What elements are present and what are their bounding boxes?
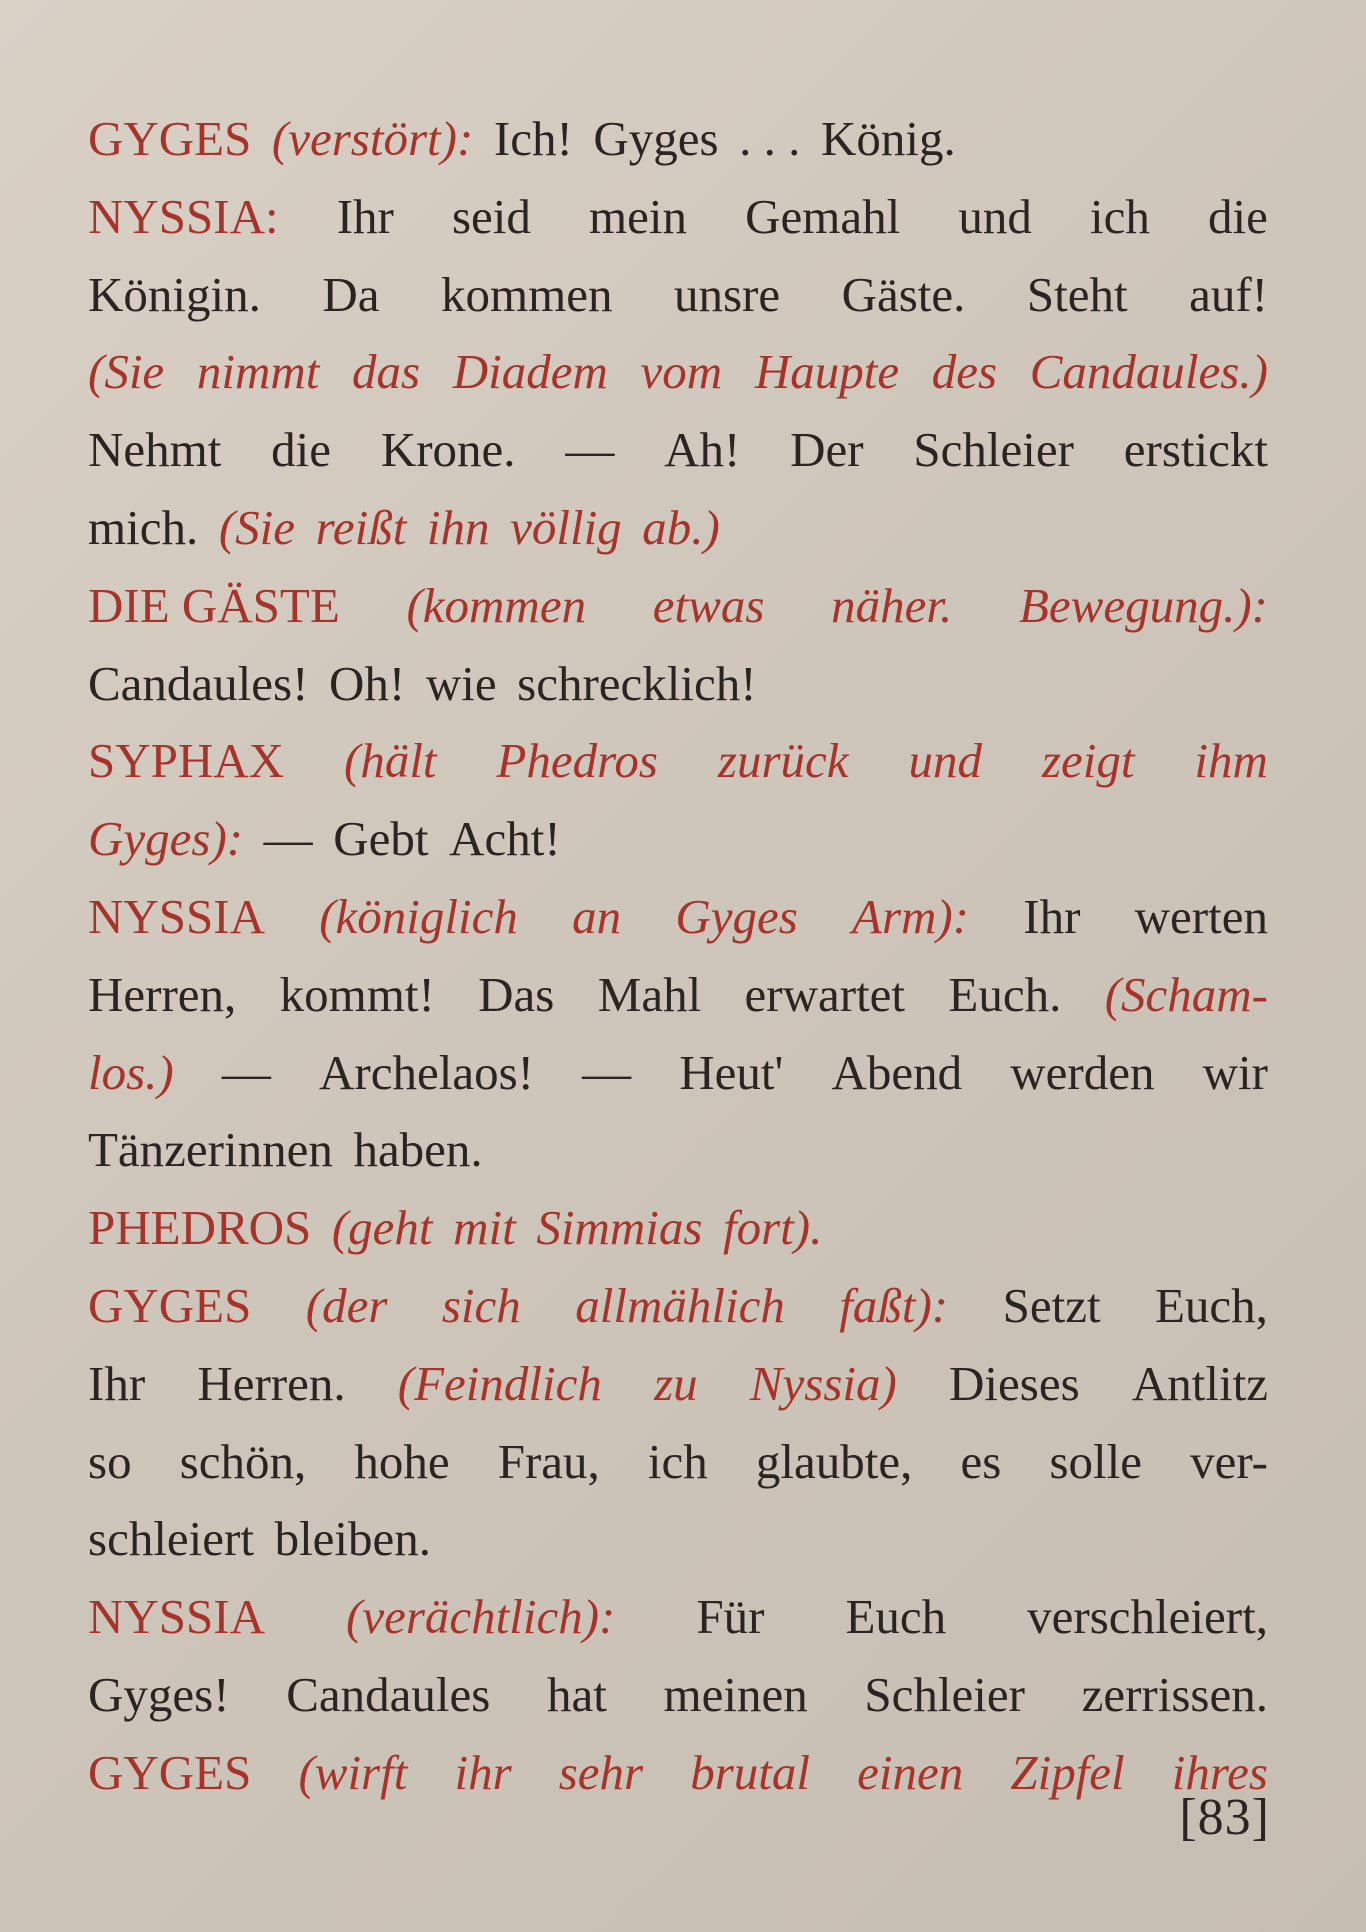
dialogue-word: werten [1134,888,1268,944]
stage-text: SYPHAX [88,733,285,789]
dialogue-word: so [88,1433,132,1489]
stage-text: Gyges [675,888,798,944]
stage-text: ihr [454,1744,512,1800]
dialogue-word: Euch. [948,966,1062,1022]
dialogue-word: Gemahl [745,188,901,244]
stage-text: (der [305,1277,388,1333]
dialogue-word: Der [790,422,864,478]
dialogue-word: hohe [354,1433,450,1489]
text-line [88,956,1268,1034]
stage-text: näher. [831,577,953,633]
dialogue-word: seid [451,188,531,244]
dialogue-word: Antlitz [1131,1355,1268,1411]
dialogue-word: Schleier [864,1666,1025,1722]
stage-text: Gyges): [88,811,244,867]
stage-text: (verächtlich): [346,1589,616,1645]
stage-text: vom [640,344,723,400]
stage-text: und [908,733,982,789]
dialogue-word: unsre [673,266,781,322]
dialogue-word: meinen [663,1666,808,1722]
stage-text: NYSSIA [88,1589,265,1645]
dialogue-word: . . . [739,111,801,166]
stage-text: das [352,344,421,400]
text-line [88,1111,1268,1189]
dialogue-word: Euch, [1155,1277,1268,1333]
dialogue-word: Königin. [88,266,261,322]
stage-text: NYSSIA [88,888,265,944]
stage-text: (wirft [298,1744,408,1800]
stage-text: (Scham- [1104,966,1268,1022]
dialogue-word: Archelaos! [319,1044,534,1100]
stage-text: zurück [717,733,849,789]
dialogue-word: schrecklich! [517,655,757,711]
text-line [88,800,1268,878]
dialogue-word: Tänzerinnen [88,1122,333,1178]
stage-text: Haupte [754,344,900,400]
dialogue-word: Gyges! [88,1666,230,1722]
dialogue-word: erstickt [1123,422,1268,478]
stage-text: Diadem [452,344,608,400]
dialogue-word: Oh! [329,655,406,711]
text-line [88,256,1268,334]
dialogue-word: — [565,422,615,478]
text-line [88,1189,1268,1267]
stage-text: brutal [690,1744,811,1800]
dialogue-word: kommen [440,266,613,322]
dialogue-word: Ich! [493,111,573,166]
stage-text: fort). [722,1200,823,1256]
dialogue-word: Schleier [913,422,1074,478]
text-line [88,333,1268,411]
text-line [88,1734,1268,1812]
text-line [88,411,1268,489]
dialogue-word: Da [322,266,380,322]
dialogue-word: Candaules! [88,655,309,711]
stage-text: Nyssia) [749,1355,897,1411]
dialogue-word: ver- [1190,1433,1268,1489]
dialogue-word: Herren. [197,1355,346,1411]
stage-text: (geht [331,1200,433,1256]
stage-text: nimmt [196,344,320,400]
dialogue-word: die [1208,188,1268,244]
stage-text: DIE GÄSTE [88,577,340,633]
dialogue-word: zerrissen. [1081,1666,1268,1722]
stage-text: NYSSIA: [88,188,279,244]
stage-text: etwas [652,577,765,633]
dialogue-word: mich. [88,499,199,555]
text-line [88,178,1268,256]
dialogue-word: wir [1202,1044,1268,1100]
dialogue-word: schleiert [88,1511,254,1567]
dialogue-word: ich [647,1433,708,1489]
stage-text: ihres [1171,1744,1268,1800]
dialogue-word: Euch [845,1589,947,1645]
dialogue-word: — [263,811,313,867]
dialogue-word: Nehmt [88,422,222,478]
dialogue-word: Für [696,1589,765,1645]
stage-text: (Sie [88,344,165,400]
dialogue-word: Das [478,966,555,1022]
dialogue-word: Gebt [333,811,429,867]
stage-text: (hält [344,733,437,789]
play-text [88,100,1268,1812]
dialogue-word: solle [1049,1433,1142,1489]
dialogue-word: Frau, [497,1433,600,1489]
stage-text: reißt [315,499,407,555]
dialogue-word: König. [820,111,956,166]
text-line [88,489,1268,567]
dialogue-word: Heut' [679,1044,784,1100]
dialogue-word: verschleiert, [1027,1589,1268,1645]
text-line [88,722,1268,800]
stage-text: zeigt [1041,733,1135,789]
text-line [88,1345,1268,1423]
stage-text: Candaules.) [1029,344,1268,400]
dialogue-word: glaubte, [755,1433,913,1489]
stage-text: Zipfel [1010,1744,1125,1800]
stage-text: zu [654,1355,698,1411]
stage-text: (verstört): [271,111,474,166]
stage-text: (kommen [406,577,587,633]
stage-text: PHEDROS [88,1200,312,1256]
dialogue-word: Herren, [88,966,237,1022]
dialogue-word: Gyges [593,111,719,166]
text-line [88,1267,1268,1345]
dialogue-word: bleiben. [274,1511,432,1567]
page-number: [83] [1179,1789,1270,1846]
dialogue-word: Ihr [336,188,394,244]
stage-text: des [931,344,998,400]
dialogue-word: Mahl [597,966,702,1022]
text-line [88,645,1268,723]
dialogue-word: erwartet [744,966,906,1022]
stage-text: (Sie [218,499,295,555]
stage-text: faßt): [839,1277,949,1333]
dialogue-word: es [960,1433,1002,1489]
dialogue-word: Candaules [286,1666,491,1722]
text-line [88,567,1268,645]
stage-text: einen [857,1744,964,1800]
stage-text: völlig [510,499,622,555]
stage-text: GYGES [88,1744,252,1800]
dialogue-word: kommt! [279,966,435,1022]
dialogue-word: hat [546,1666,607,1722]
stage-text: Bewegung.): [1018,577,1268,633]
stage-text: ab.) [642,499,720,555]
stage-text: GYGES [88,111,252,166]
dialogue-word: Abend [831,1044,963,1100]
stage-text: GYGES [88,1277,252,1333]
dialogue-word: Krone. [380,422,516,478]
stage-text: Phedros [496,733,658,789]
stage-text: Arm): [852,888,970,944]
dialogue-word: Acht! [449,811,561,867]
stage-text: allmählich [575,1277,785,1333]
stage-text: an [572,888,622,944]
dialogue-word: werden [1010,1044,1155,1100]
stage-text: Simmias [536,1200,703,1256]
text-line [88,100,1268,178]
text-line [88,1500,1268,1578]
dialogue-word: haben. [353,1122,483,1178]
stage-text: (königlich [319,888,518,944]
dialogue-word: Setzt [1002,1277,1101,1333]
stage-text: los.) [88,1044,174,1100]
dialogue-word: Steht [1026,266,1128,322]
dialogue-word: mein [589,188,688,244]
dialogue-word: auf! [1189,266,1268,322]
dialogue-word: — [221,1044,271,1100]
dialogue-word: Ah! [664,422,741,478]
dialogue-word: Ihr [88,1355,146,1411]
dialogue-word: — [582,1044,632,1100]
dialogue-word: die [271,422,332,478]
text-line [88,878,1268,956]
dialogue-word: schön, [179,1433,307,1489]
dialogue-word: Ihr [1023,888,1081,944]
stage-text: ihm [1194,733,1268,789]
dialogue-word: Dieses [949,1355,1080,1411]
text-line [88,1034,1268,1112]
text-line [88,1578,1268,1656]
stage-text: sich [441,1277,521,1333]
dialogue-word: Gäste. [841,266,966,322]
stage-text: (Feindlich [397,1355,602,1411]
dialogue-word: wie [425,655,497,711]
stage-text: ihn [426,499,490,555]
stage-text: sehr [558,1744,644,1800]
text-line [88,1656,1268,1734]
dialogue-word: ich [1090,188,1150,244]
text-line [88,1423,1268,1501]
stage-text: mit [453,1200,516,1256]
dialogue-word: und [958,188,1032,244]
